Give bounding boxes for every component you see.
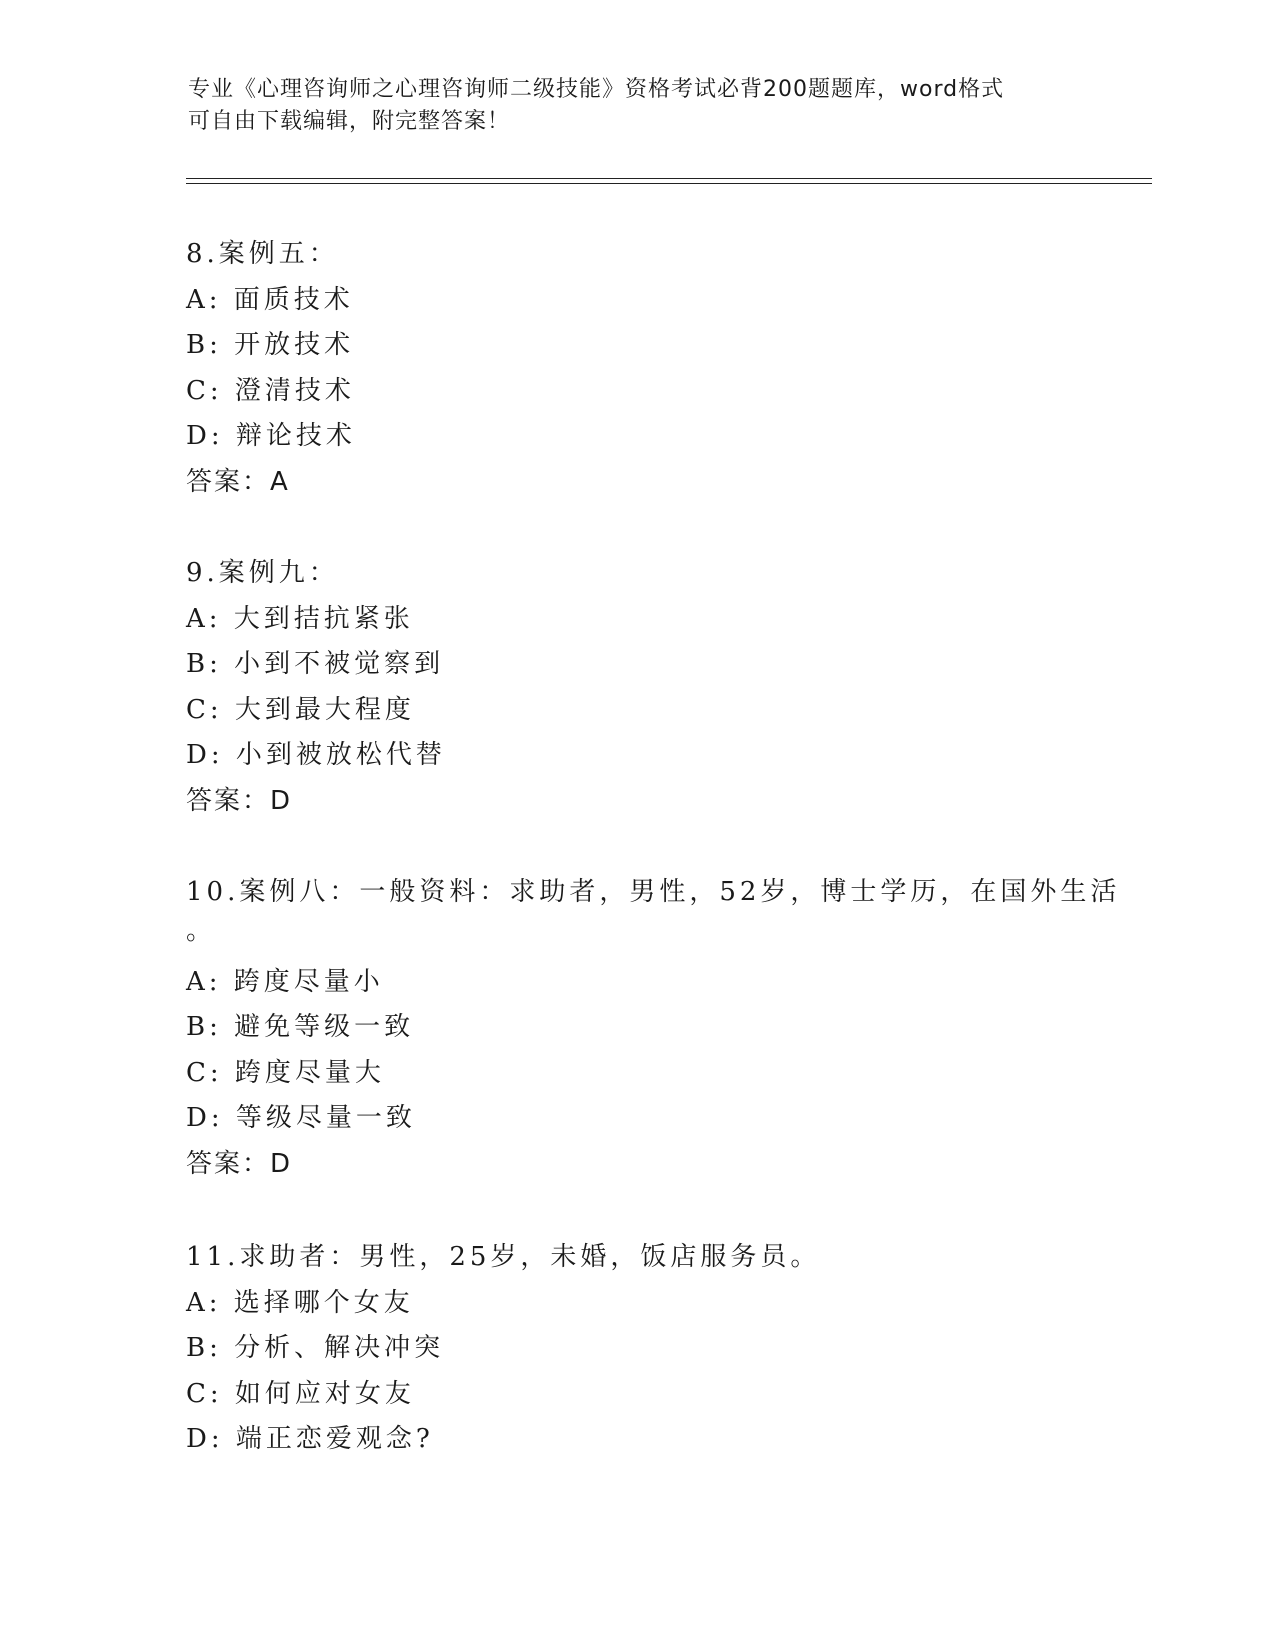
answer: 答案：D [186,1148,293,1179]
option-a: A: 面质技术 [186,284,354,315]
question-11 [186,1235,1116,1463]
question-stem-continuation: 。 [186,915,217,946]
header-rule-bottom [186,183,1152,184]
answer: 答案：D [186,785,293,816]
question-stem: 8.案例五： [186,239,339,269]
question-9 [186,551,1116,824]
question-10 [186,870,1121,1187]
answer: 答案：A [186,466,290,497]
question-stem: 11.求助者：男性，25岁，未婚，饭店服务员。 [186,1242,821,1272]
option-c: C: 跨度尽量大 [186,1057,385,1088]
option-a: A: 大到拮抗紧张 [186,603,414,634]
option-d: D: 端正恋爱观念? [186,1424,434,1454]
question-stem: 9.案例九： [186,558,339,588]
header-rule-top [186,178,1152,179]
document-header [188,74,1088,138]
question-8 [186,232,1116,505]
option-b: B: 分析、解决冲突 [186,1333,445,1363]
option-b: B: 避免等级一致 [186,1012,415,1042]
option-b: B: 开放技术 [186,330,355,360]
header-line-1: 专业《心理咨询师之心理咨询师二级技能》资格考试必背200题题库，word格式 [188,77,1005,102]
header-line-2: 可自由下载编辑，附完整答案！ [188,109,511,134]
option-d: D: 等级尽量一致 [186,1103,416,1133]
option-c: C: 澄清技术 [186,375,355,406]
option-c: C: 如何应对女友 [186,1378,415,1409]
option-b: B: 小到不被觉察到 [186,649,445,679]
option-d: D: 小到被放松代替 [186,740,446,770]
option-a: A: 跨度尽量小 [186,966,384,997]
option-a: A: 选择哪个女友 [186,1287,414,1318]
question-stem: 10.案例八：一般资料：求助者，男性，52岁，博士学历，在国外生活 [186,877,1121,907]
option-d: D: 辩论技术 [186,421,356,451]
option-c: C: 大到最大程度 [186,694,415,725]
